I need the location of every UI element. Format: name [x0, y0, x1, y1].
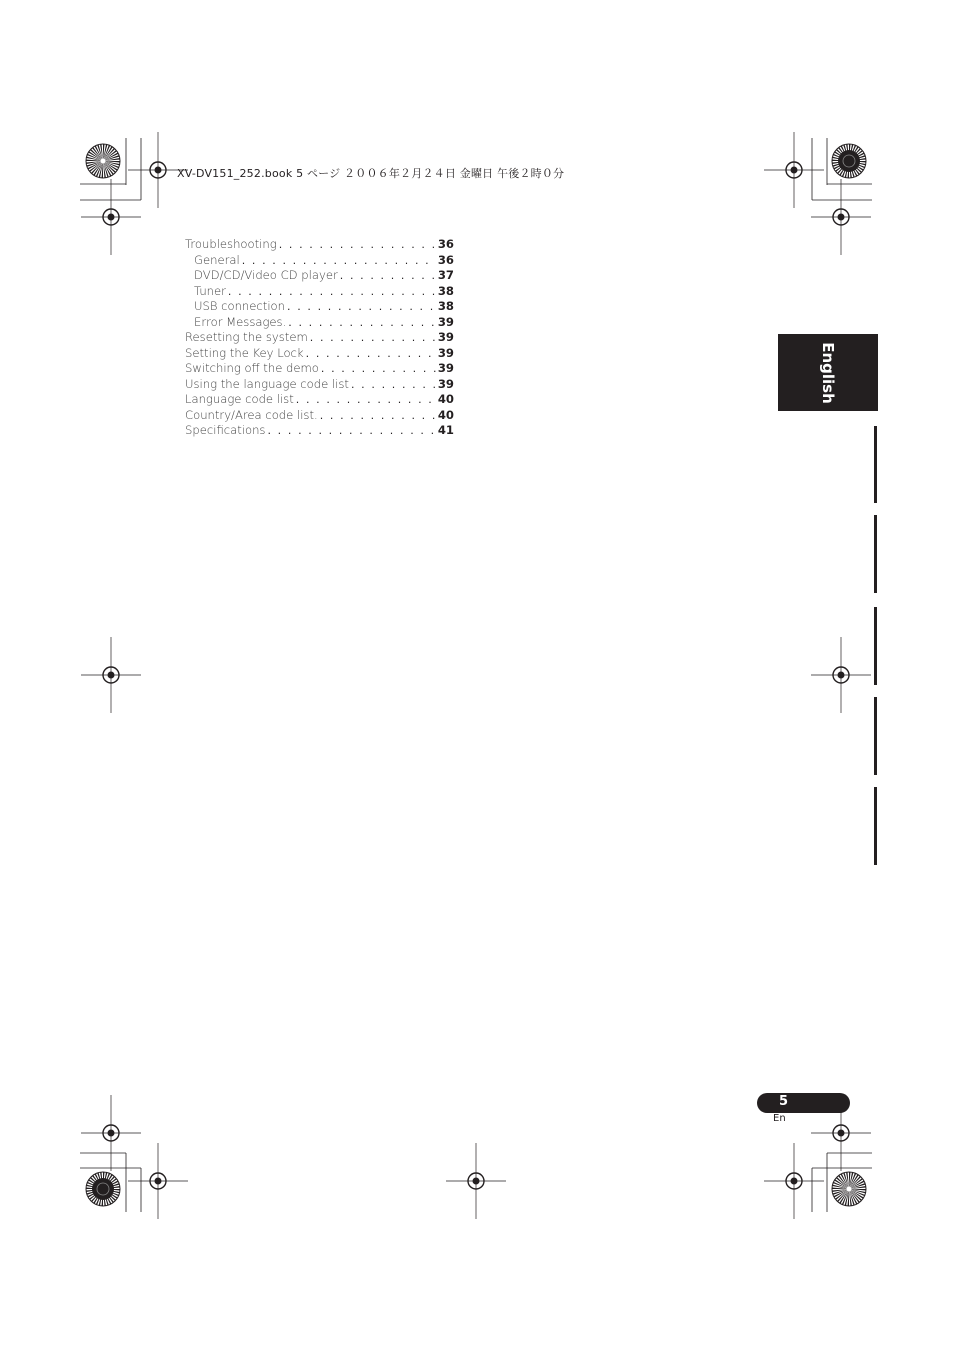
- toc-entry-label: Language code list: [185, 392, 294, 406]
- table-of-contents: [185, 237, 454, 439]
- starburst-target-icon: [832, 1172, 866, 1206]
- toc-dot-leader: [267, 423, 435, 439]
- chapter-bar-5: [874, 787, 877, 865]
- toc-entry: [185, 330, 454, 346]
- toc-dot-leader: [288, 315, 436, 331]
- crosshair-mark: [81, 179, 141, 255]
- chapter-bar-3: [874, 607, 877, 685]
- toc-dot-leader: [287, 299, 436, 315]
- toc-entry-label: USB connection: [194, 299, 286, 313]
- toc-entry-page: 39: [437, 361, 454, 375]
- print-header: XV-DV151_252.book 5 ページ ２００６年２月２４日 金曜日 午後２時０分: [177, 167, 565, 180]
- toc-entry-label: Using the language code list: [185, 376, 349, 391]
- toc-entry: [185, 346, 454, 362]
- toc-dot-leader: [351, 377, 436, 393]
- toc-entry-label: Country/Area code list.: [185, 407, 318, 422]
- language-tab: [778, 334, 878, 411]
- toc-dot-leader: [310, 330, 436, 346]
- toc-entry-page: 40: [437, 407, 454, 422]
- chapter-bar-2: [874, 515, 877, 593]
- toc-entry-label: Error Messages.: [194, 314, 287, 329]
- toc-entry-label: Resetting the system: [185, 330, 308, 344]
- crosshair-mark: [81, 637, 141, 713]
- toc-entry-page: 36: [437, 237, 454, 251]
- page-language-code: En: [773, 1113, 786, 1124]
- toc-entry-page: 36: [437, 252, 454, 267]
- toc-entry-label: Troubleshooting: [185, 237, 277, 251]
- crosshair-mark: [811, 637, 871, 713]
- toc-entry: [185, 268, 454, 284]
- toc-entry-label: Tuner: [194, 283, 226, 298]
- toc-dot-leader: [320, 408, 436, 424]
- toc-dot-leader: [340, 268, 436, 284]
- toc-entry: [185, 361, 454, 377]
- toc-entry: [185, 299, 454, 315]
- starburst-target-icon: [86, 144, 120, 178]
- toc-entry-label: DVD/CD/Video CD player: [194, 268, 338, 282]
- toc-entry: [185, 377, 454, 393]
- crosshair-mark: [446, 1143, 506, 1219]
- toc-dot-leader: [279, 237, 436, 253]
- toc-entry-page: 40: [437, 392, 454, 406]
- toc-entry: [185, 315, 454, 331]
- toc-entry: [185, 284, 454, 300]
- language-tab-label: English: [819, 341, 837, 404]
- toc-entry-page: 37: [437, 268, 454, 282]
- crosshair-mark: [764, 1143, 824, 1219]
- page-number: 5: [779, 1094, 789, 1109]
- starburst-target-icon: [832, 144, 866, 178]
- toc-dot-leader: [306, 346, 436, 362]
- chapter-bar-1: [874, 426, 877, 503]
- page-number-badge: [757, 1093, 850, 1113]
- toc-entry-page: 41: [437, 423, 454, 437]
- toc-entry-page: 39: [437, 314, 454, 329]
- toc-dot-leader: [296, 392, 436, 408]
- crosshair-mark: [128, 1143, 188, 1219]
- toc-dot-leader: [228, 284, 436, 300]
- toc-entry-page: 39: [437, 330, 454, 344]
- toc-entry: [185, 423, 454, 439]
- toc-entry-label: Specifications: [185, 423, 266, 437]
- toc-entry: [185, 253, 454, 269]
- starburst-target-icon: [86, 1172, 120, 1206]
- crosshair-mark: [811, 179, 871, 255]
- toc-entry-label: Switching off the demo: [185, 361, 319, 375]
- crosshair-mark: [81, 1095, 141, 1171]
- toc-entry-page: 38: [437, 283, 454, 298]
- toc-entry-label: Setting the Key Lock: [185, 345, 304, 360]
- chapter-bar-4: [874, 697, 877, 775]
- toc-entry: [185, 237, 454, 253]
- toc-entry-page: 39: [437, 376, 454, 391]
- toc-entry: [185, 392, 454, 408]
- toc-entry-page: 38: [437, 299, 454, 313]
- toc-entry-label: General: [194, 252, 240, 267]
- toc-dot-leader: [242, 253, 436, 269]
- toc-entry: [185, 408, 454, 424]
- crosshair-mark: [764, 132, 824, 208]
- toc-dot-leader: [321, 361, 436, 377]
- toc-entry-page: 39: [437, 345, 454, 360]
